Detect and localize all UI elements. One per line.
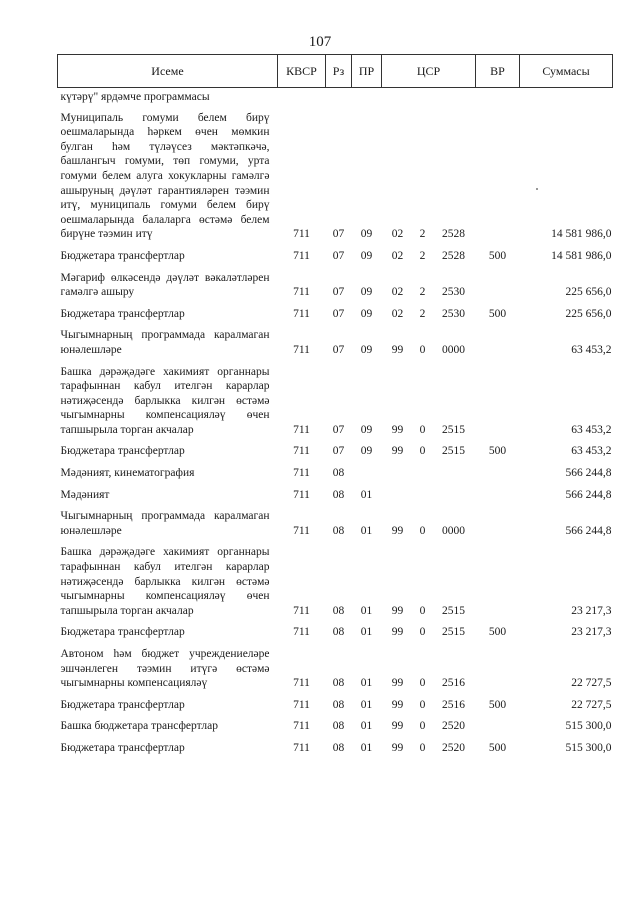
cell-csr-subprogram: 0 [419,626,426,639]
cell-csr-subprogram [414,462,432,484]
cell-vr [476,484,520,506]
table-row [58,107,613,245]
cell-csr-direction: 0000 [442,343,465,356]
table-row [58,643,613,694]
budget-table-container [57,54,612,759]
cell-pr: 09 [360,343,373,356]
cell-csr-direction: 2520 [442,720,465,733]
table-row [58,484,613,506]
cell-rz: 07 [332,307,345,320]
cell-pr [352,88,382,107]
cell-rz: 08 [332,524,345,537]
cell-rz: 08 [332,604,345,617]
cell-name: Автоном һәм бюджет учреждениеләре эшчәнлеген тәэмин итүгә өстәмә чыгымнарны компенсацияләү [60,648,270,690]
cell-sum: 225 656,0 [565,286,612,299]
cell-name: Чыгымнарның программада каралмаган юнәлешләре [60,510,270,537]
cell-csr-program: 99 [391,626,404,639]
cell-csr-program: 99 [391,343,404,356]
header-rz: Рз [326,55,352,88]
cell-vr [476,505,520,541]
cell-pr: 01 [360,698,373,711]
cell-name: Мәгариф өлкәсендә дәүләт вәкаләтләрен гамәлгә ашыру [60,271,270,299]
cell-name: Бюджетара трансфертлар [60,307,185,320]
cell-sum: 515 300,0 [565,741,612,754]
cell-name: Бюджетара трансфертлар [60,741,185,754]
cell-vr [476,107,520,245]
header-pr: ПР [352,55,382,88]
cell-csr-direction: 2528 [442,228,465,241]
cell-vr [476,541,520,621]
cell-kvsr: 711 [293,228,310,241]
cell-kvsr: 711 [293,249,310,262]
cell-csr-subprogram: 2 [419,307,426,320]
cell-vr [476,361,520,441]
cell-kvsr: 711 [293,626,310,639]
cell-sum [520,88,613,107]
cell-vr [476,267,520,303]
cell-csr-direction: 2516 [442,698,465,711]
cell-kvsr: 711 [293,677,310,690]
cell-pr: 09 [360,228,373,241]
cell-kvsr: 711 [293,488,310,501]
table-body [58,88,613,759]
table-row [58,505,613,541]
cell-pr: 01 [360,720,373,733]
cell-sum: 63 453,2 [571,423,612,436]
cell-sum: 22 727,5 [571,677,612,690]
cell-name: Мәдәният, кинематография [60,467,195,480]
cell-csr-subprogram: 0 [419,423,426,436]
cell-kvsr [278,88,326,107]
cell-csr-direction [432,462,476,484]
cell-vr: 500 [488,698,507,711]
table-row [58,715,613,737]
table-row [58,245,613,267]
cell-csr-direction: 2530 [442,307,465,320]
cell-csr-subprogram: 2 [419,249,426,262]
cell-rz: 08 [332,698,345,711]
cell-csr-subprogram: 0 [419,741,426,754]
cell-rz: 08 [332,720,345,733]
cell-csr-program: 99 [391,741,404,754]
header-kvsr: КВСР [278,55,326,88]
cell-pr: 09 [360,423,373,436]
cell-vr [476,88,520,107]
cell-pr: 09 [360,286,373,299]
cell-name: Башка дәрәҗәдәге хакимият органнары тарафыннан кабул ителгән карарлар нәтиҗәсендә барлыкка килгән өстәмә чыгымнарны компенсацияләү өчен тапшырыла торган акчалар [60,365,270,436]
cell-pr: 09 [360,445,373,458]
cell-kvsr: 711 [293,467,310,480]
cell-name: Бюджетара трансфертлар [60,249,185,262]
cell-sum: 566 244,8 [565,467,612,480]
cell-kvsr: 711 [293,286,310,299]
cell-name: Башка бюджетара трансфертлар [60,720,218,733]
cell-sum: 566 244,8 [565,524,612,537]
cell-name: Бюджетара трансфертлар [60,445,185,458]
cell-pr: 01 [360,677,373,690]
header-csr: ЦСР [382,55,476,88]
cell-pr: 09 [360,249,373,262]
cell-rz: 08 [332,467,345,480]
cell-name: күтәрү" ярдәмче программасы [60,91,210,103]
cell-pr: 01 [360,604,373,617]
cell-csr-direction [432,88,476,107]
table-row [58,621,613,643]
budget-table [57,54,613,759]
cell-csr-direction [432,484,476,506]
cell-csr-direction: 2530 [442,286,465,299]
cell-sum: 14 581 986,0 [551,249,612,262]
cell-csr-program [382,88,414,107]
cell-csr-program: 99 [391,445,404,458]
cell-rz [326,88,352,107]
cell-csr-subprogram: 0 [419,698,426,711]
cell-csr-program: 02 [391,286,404,299]
table-row [58,694,613,716]
cell-sum: 22 727,5 [571,698,612,711]
cell-csr-direction: 2520 [442,741,465,754]
cell-csr-subprogram: 0 [419,445,426,458]
cell-kvsr: 711 [293,524,310,537]
table-row [58,88,613,107]
page-number: 107 [308,34,332,50]
cell-name: Бюджетара трансфертлар [60,626,185,639]
cell-csr-direction: 2515 [442,445,465,458]
cell-csr-subprogram [414,484,432,506]
cell-pr: 01 [360,488,373,501]
cell-csr-subprogram: 0 [419,604,426,617]
cell-csr-program [382,462,414,484]
cell-sum: 14 581 986,0 [551,228,612,241]
cell-rz: 07 [332,423,345,436]
cell-csr-subprogram: 0 [419,343,426,356]
cell-rz: 08 [332,677,345,690]
cell-kvsr: 711 [293,445,310,458]
cell-vr [476,715,520,737]
cell-csr-subprogram: 2 [419,228,426,241]
cell-rz: 07 [332,228,345,241]
header-sum: Суммасы [520,55,613,88]
table-row [58,440,613,462]
cell-kvsr: 711 [293,720,310,733]
cell-sum: 63 453,2 [571,445,612,458]
cell-kvsr: 711 [293,604,310,617]
cell-csr-program: 02 [391,249,404,262]
table-row [58,462,613,484]
cell-csr-program: 99 [391,604,404,617]
cell-rz: 07 [332,343,345,356]
cell-vr: 500 [488,741,507,754]
cell-kvsr: 711 [293,741,310,754]
table-row [58,737,613,759]
cell-pr: 09 [360,307,373,320]
cell-name: Башка дәрәҗәдәге хакимият органнары тарафыннан кабул ителгән карарлар нәтиҗәсендә барлыкка килгән өстәмә чыгымнарны компенсацияләү өчен тапшырыла торган акчалар [60,546,270,617]
cell-csr-program: 99 [391,423,404,436]
cell-kvsr: 711 [293,343,310,356]
cell-pr: 01 [360,524,373,537]
cell-csr-direction: 0000 [442,524,465,537]
cell-vr [476,643,520,694]
table-row [58,324,613,360]
header-name: Исеме [58,55,278,88]
cell-csr-program: 99 [391,698,404,711]
cell-sum: 225 656,0 [565,307,612,320]
cell-sum: 566 244,8 [565,488,612,501]
cell-pr: 01 [360,741,373,754]
cell-kvsr: 711 [293,423,310,436]
cell-rz: 07 [332,445,345,458]
cell-sum: 63 453,2 [571,343,612,356]
cell-pr [352,462,382,484]
cell-csr-direction: 2515 [442,626,465,639]
cell-csr-program: 99 [391,677,404,690]
cell-csr-subprogram: 0 [419,720,426,733]
header-vr: ВР [476,55,520,88]
table-header [58,55,613,88]
cell-vr: 500 [488,445,507,458]
cell-sum: 515 300,0 [565,720,612,733]
cell-vr: 500 [488,307,507,320]
cell-csr-program: 02 [391,307,404,320]
cell-csr-program: 02 [391,228,404,241]
cell-csr-program [382,484,414,506]
cell-rz: 08 [332,488,345,501]
table-row [58,267,613,303]
table-row [58,541,613,621]
cell-vr [476,462,520,484]
cell-name: Бюджетара трансфертлар [60,698,185,711]
cell-csr-direction: 2528 [442,249,465,262]
stray-mark [536,188,538,190]
table-row [58,303,613,325]
cell-rz: 08 [332,626,345,639]
cell-name: Чыгымнарның программада каралмаган юнәлешләре [60,329,270,356]
cell-csr-subprogram [414,88,432,107]
cell-vr: 500 [488,626,507,639]
cell-csr-program: 99 [391,720,404,733]
cell-vr: 500 [488,249,507,262]
cell-vr [476,324,520,360]
cell-kvsr: 711 [293,307,310,320]
cell-csr-direction: 2516 [442,677,465,690]
cell-rz: 08 [332,741,345,754]
cell-kvsr: 711 [293,698,310,711]
cell-csr-subprogram: 2 [419,286,426,299]
cell-csr-program: 99 [391,524,404,537]
cell-sum: 23 217,3 [571,604,612,617]
cell-rz: 07 [332,249,345,262]
cell-name: Муниципаль гомуми белем бирү оешмаларында һәркем өчен мөмкин булган һәм түләүсез мәктәпкәчә, башлангыч гомуми, төп гомуми, урта гомуми белем алуга хокукларны гамәлгә ашыруның дәүләт гарантияләрен тәэмин итү, муниципаль гомуми белем бирү оешмаларында балаларга өстәмә белем бирүне тәэмин итү [60,111,270,241]
cell-name: Мәдәният [60,488,110,501]
cell-csr-direction: 2515 [442,423,465,436]
cell-rz: 07 [332,286,345,299]
cell-csr-subprogram: 0 [419,524,426,537]
cell-sum: 23 217,3 [571,626,612,639]
cell-csr-direction: 2515 [442,604,465,617]
cell-pr: 01 [360,626,373,639]
cell-csr-subprogram: 0 [419,677,426,690]
table-row [58,361,613,441]
